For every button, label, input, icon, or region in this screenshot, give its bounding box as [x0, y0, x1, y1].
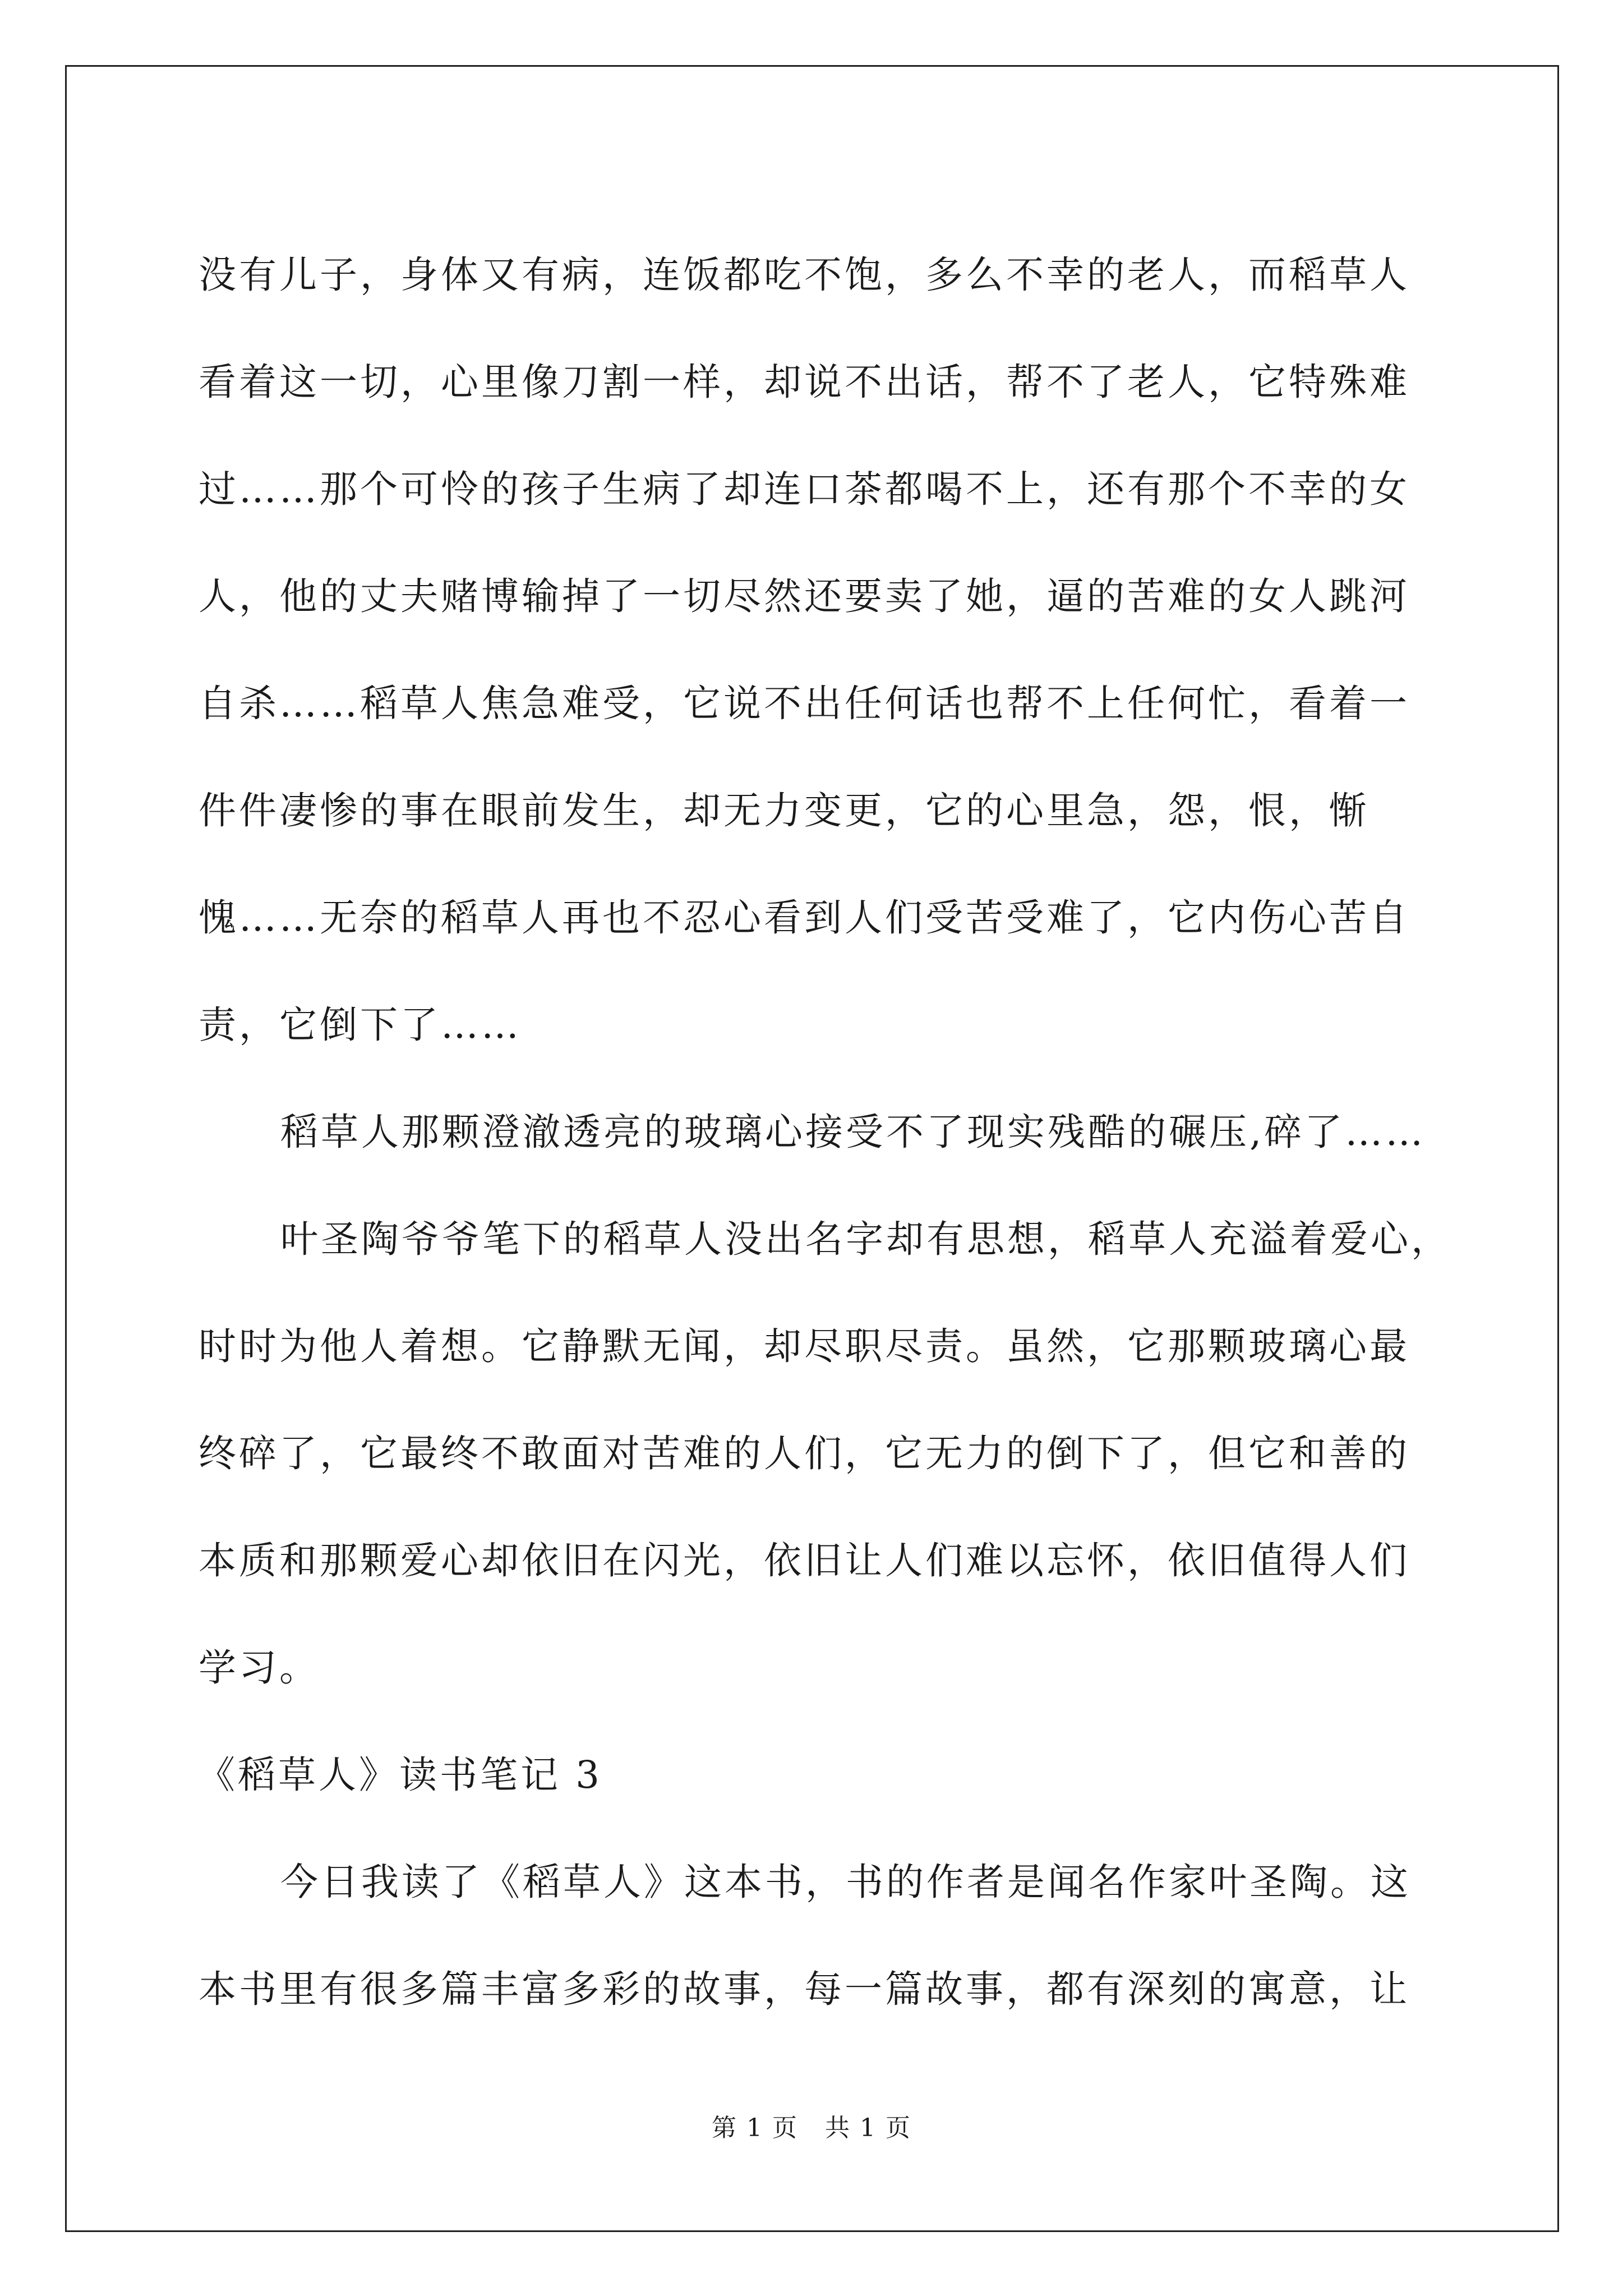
text-line-5: 自杀……稻草人焦急难受，它说不出任何话也帮不上任何忙，看着一: [199, 682, 1410, 725]
text-line-6: 件件凄惨的事在眼前发生，却无力变更，它的心里急，怨，恨，惭: [199, 789, 1370, 832]
page-footer: [0, 2111, 1623, 2145]
text-line-12: 终碎了，它最终不敢面对苦难的人们，它无力的倒下了，但它和善的: [199, 1432, 1410, 1475]
text-line-3: 过……那个可怜的孩子生病了却连口茶都喝不上，还有那个不幸的女: [199, 467, 1410, 511]
document-body: [199, 222, 1449, 2043]
text-line-1: 没有儿子，身体又有病，连饭都吃不饱，多么不幸的老人，而稻草人: [199, 253, 1410, 297]
text-line-4: 人，他的丈夫赌博输掉了一切尽然还要卖了她，逼的苦难的女人跳河: [199, 574, 1410, 618]
text-line-14: 学习。: [199, 1646, 320, 1690]
text-line-17: 本书里有很多篇丰富多彩的故事，每一篇故事，都有深刻的寓意，让: [199, 1967, 1410, 2011]
page-number-label: 第 1 页 共 1 页: [712, 2114, 911, 2142]
section-heading: 《稻草人》读书笔记 3: [197, 1753, 602, 1797]
text-line-9: 稻草人那颗澄澈透亮的玻璃心接受不了现实残酷的碾压,碎了……: [280, 1110, 1426, 1154]
text-line-8: 责，它倒下了……: [199, 1003, 522, 1047]
text-line-16: 今日我读了《稻草人》这本书，书的作者是闻名作家叶圣陶。这: [280, 1860, 1411, 1904]
text-line-7: 愧……无奈的稻草人再也不忍心看到人们受苦受难了，它内伤心苦自: [199, 896, 1410, 940]
text-line-10: 叶圣陶爷爷笔下的稻草人没出名字却有思想，稻草人充溢着爱心，: [280, 1217, 1451, 1261]
text-line-11: 时时为他人着想。它静默无闻，却尽职尽责。虽然，它那颗玻璃心最: [199, 1324, 1410, 1368]
text-line-2: 看着这一切，心里像刀割一样，却说不出话，帮不了老人，它特殊难: [199, 360, 1410, 404]
text-line-13: 本质和那颗爱心却依旧在闪光，依旧让人们难以忘怀，依旧值得人们: [199, 1539, 1410, 1582]
